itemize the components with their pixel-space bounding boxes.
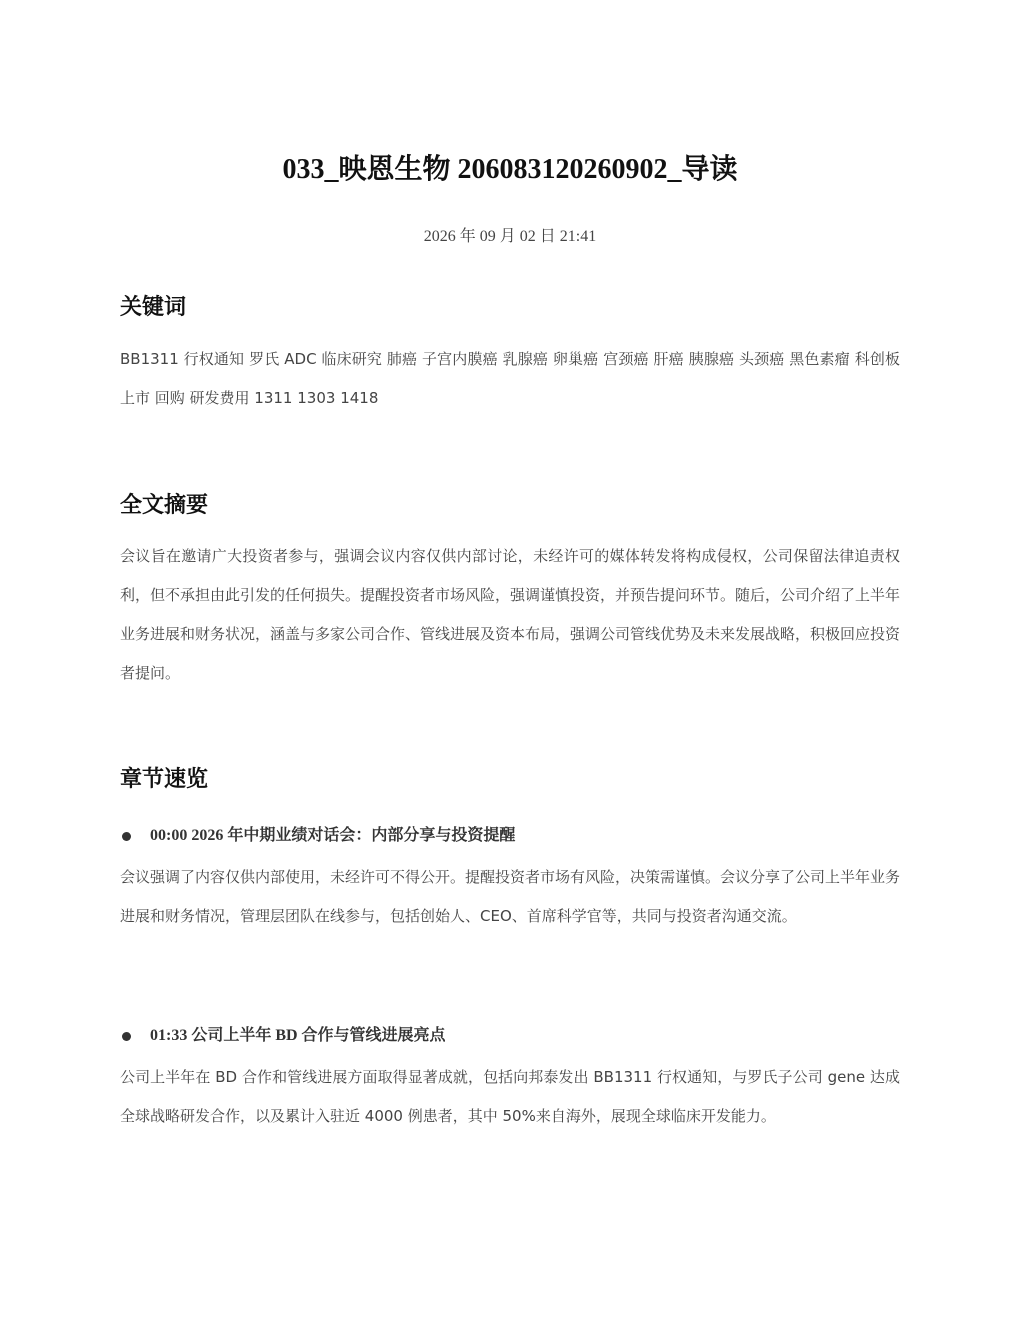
chapters-heading: 章节速览 <box>120 767 209 792</box>
chapter-item-text: 公司上半年在 BD 合作和管线进展方面取得显著成就，包括向邦泰发出 BB1311 行权通知，与罗氏子公司 gene 达成全球战略研发合作，以及累计入驻近 4000 例患者，其中 50%来自海外，展现全球临床开发能力。 <box>120 1068 900 1125</box>
summary-text: 会议旨在邀请广大投资者参与，强调会议内容仅供内部讨论，未经许可的媒体转发将构成侵权，公司保留法律追责权利，但不承担由此引发的任何损失。提醒投资者市场风险，强调谨慎投资，并预告提问环节。随后，公司介绍了上半年业务进展和财务状况，涵盖与多家公司合作、管线进展及资本布局，强调公司管线优势及未来发展战略，积极回应投资者提问。 <box>120 547 901 682</box>
summary-heading: 全文摘要 <box>120 493 209 518</box>
bullet-icon <box>122 832 131 841</box>
document-date: 2026 年 09 月 02 日 21:41 <box>423 228 597 245</box>
chapter-title-text: 00:00 2026 年中期业绩对话会：内部分享与投资提醒 <box>150 827 516 844</box>
keywords-heading: 关键词 <box>120 295 187 320</box>
keywords-text: BB1311 行权通知 罗氏 ADC 临床研究 肺癌 子宫内膜癌 乳腺癌 卵巢癌 宫颈癌 肝癌 胰腺癌 头颈癌 黑色素瘤 科创板上市 回购 研发费用 1311 1303 1418 <box>120 350 900 407</box>
chapter-item-text: 会议强调了内容仅供内部使用，未经许可不得公开。提醒投资者市场有风险，决策需谨慎。会议分享了公司上半年业务进展和财务情况，管理层团队在线参与，包括创始人、CEO、首席科学官等，共同与投资者沟通交流。 <box>120 868 901 925</box>
chapter-item-title <box>120 824 900 848</box>
chapter-title-text: 01:33 公司上半年 BD 合作与管线进展亮点 <box>150 1027 446 1044</box>
bullet-icon <box>122 1032 131 1041</box>
chapter-item-title <box>120 1024 900 1048</box>
document-title: 033_映恩生物 206083120260902_导读 <box>282 154 738 185</box>
